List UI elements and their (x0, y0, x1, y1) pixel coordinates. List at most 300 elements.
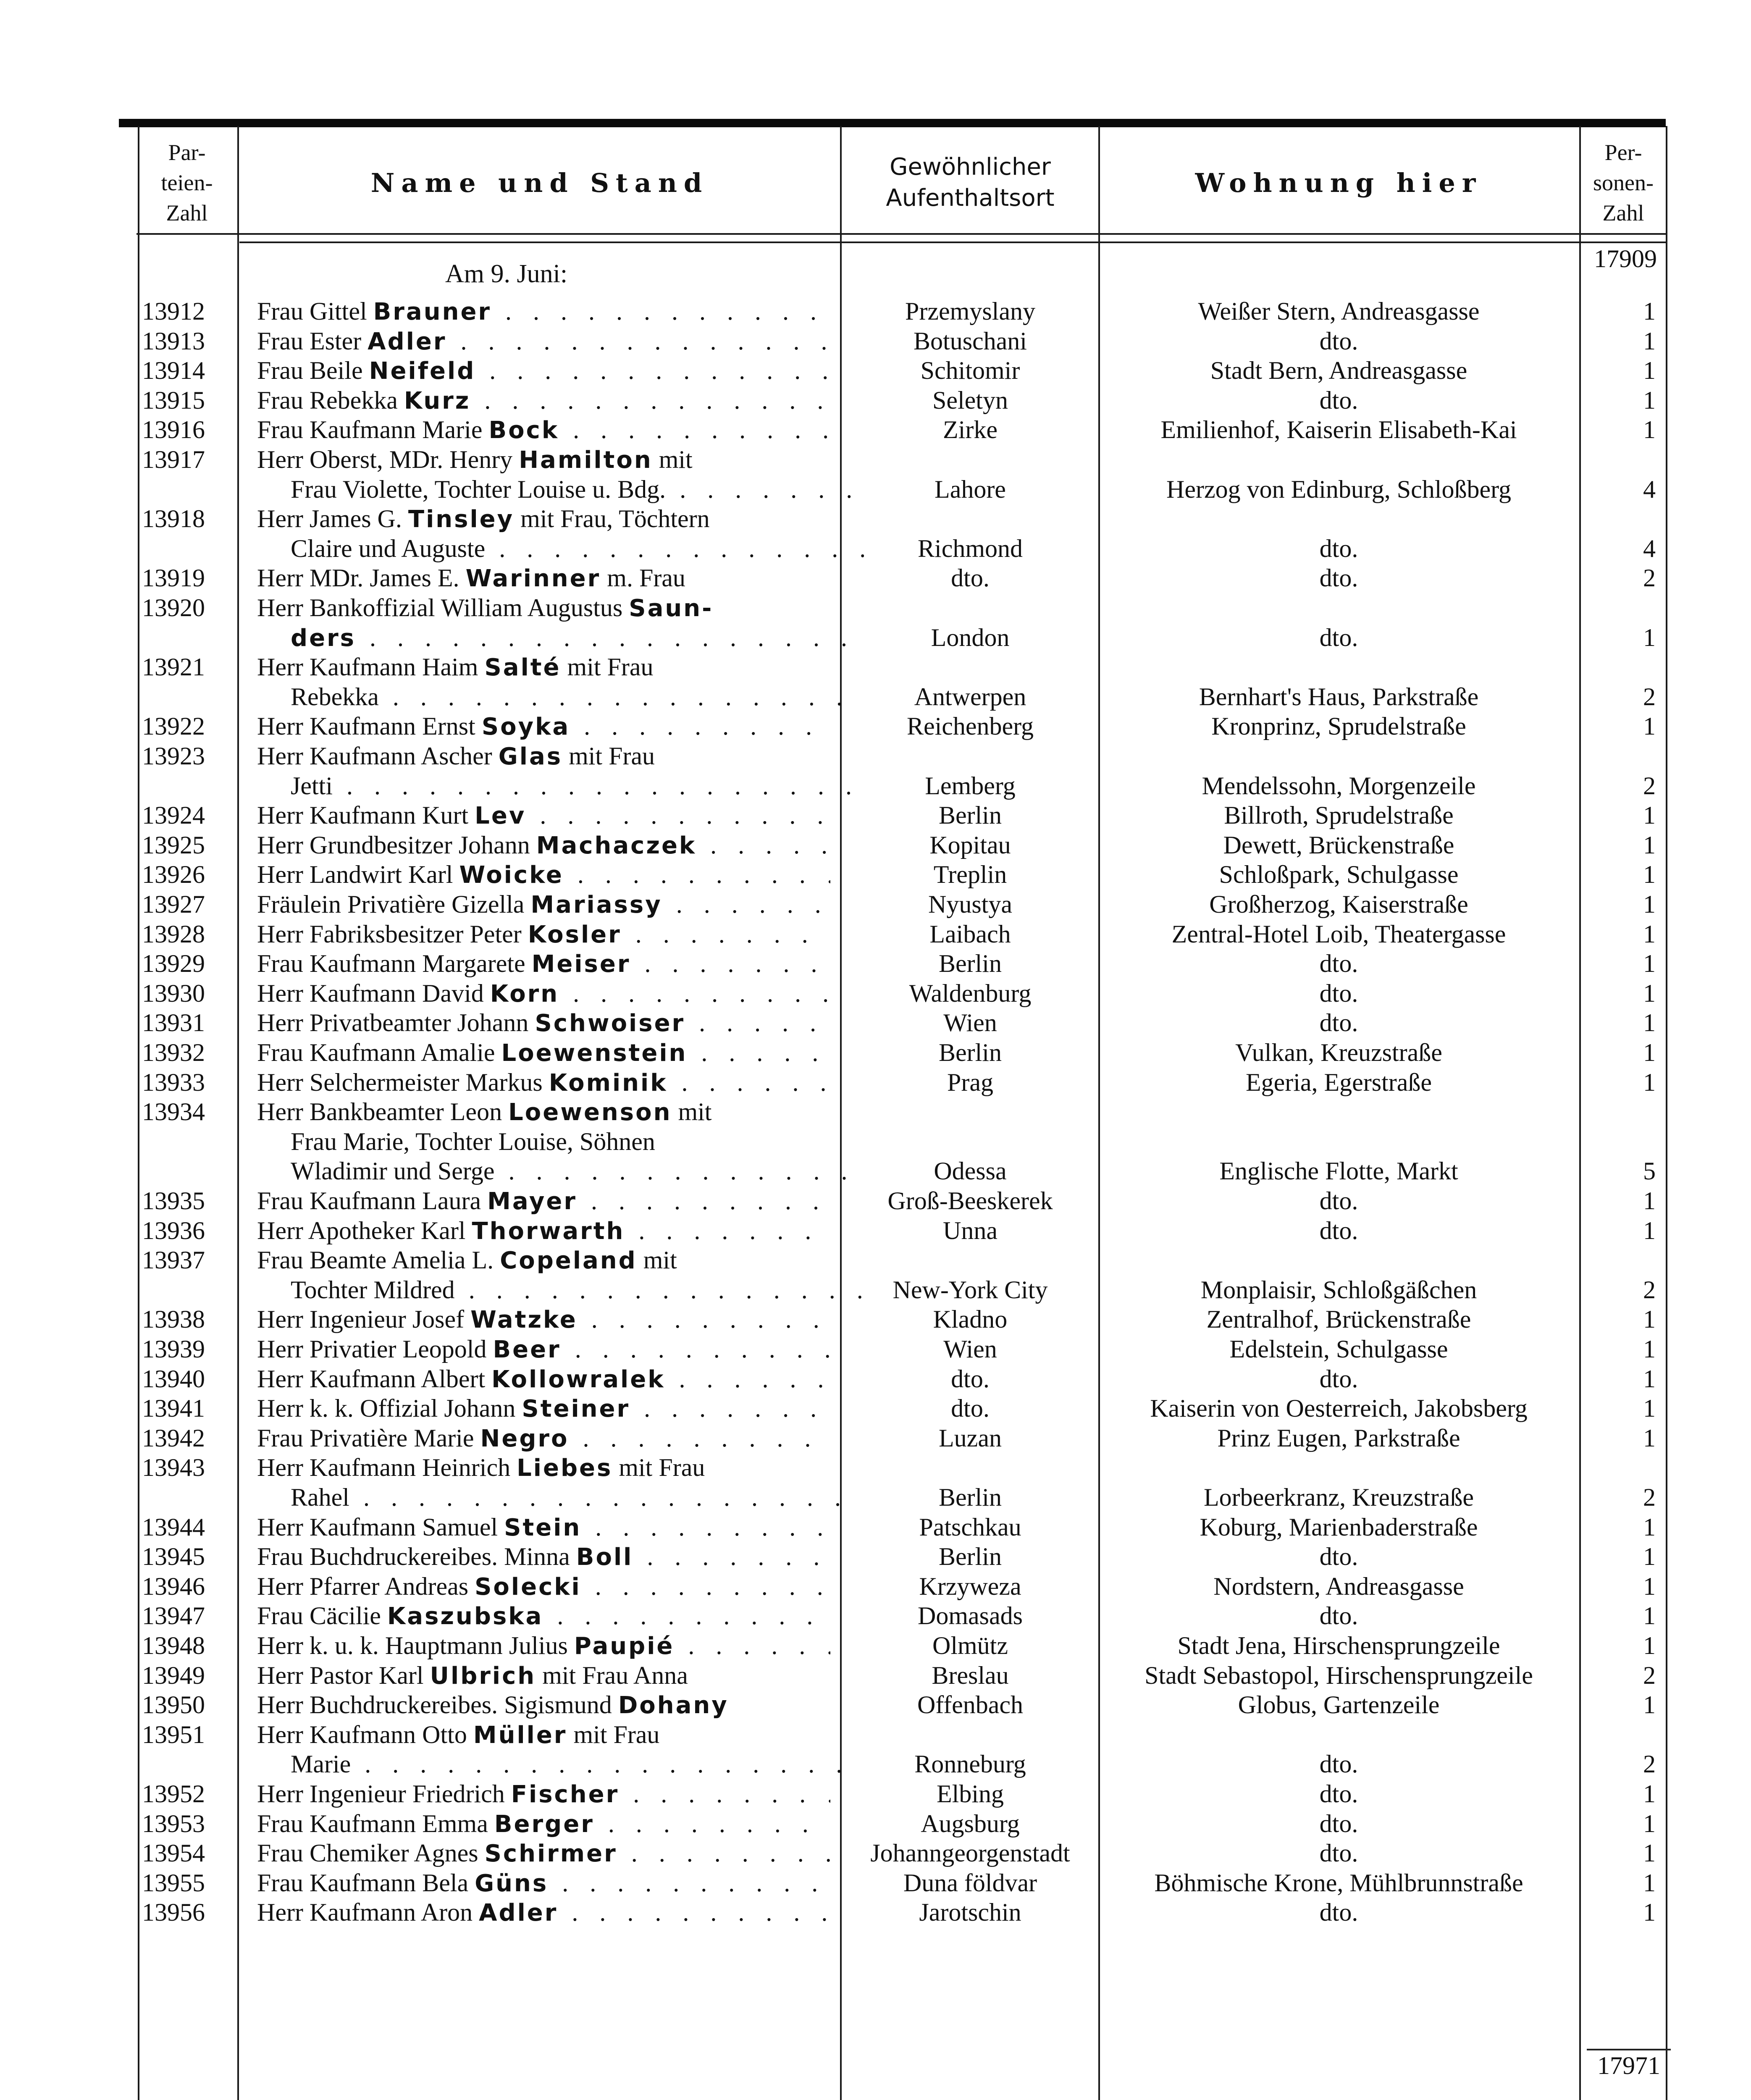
name-and-status (257, 1334, 830, 1365)
name-suffix: mit Frau (612, 1454, 705, 1481)
table-row (0, 1393, 1751, 1423)
table-row (0, 1364, 1751, 1394)
party-number: 13955 (142, 1869, 205, 1897)
table-row (0, 1156, 1751, 1186)
leader-dots (581, 1572, 830, 1600)
usual-residence: Krzyweza (919, 1572, 1021, 1600)
residence-here: dto. (1319, 1839, 1358, 1867)
table-row (0, 1660, 1751, 1690)
surname: Stein (504, 1514, 582, 1541)
person-count: 2 (1643, 683, 1656, 711)
person-count: 2 (1643, 564, 1656, 592)
name-text: Wladimir und Serge (291, 1157, 495, 1185)
leader-dots (617, 1839, 830, 1867)
name-and-status (257, 355, 830, 386)
table-row (0, 1541, 1751, 1572)
name-text: Herr Pfarrer Andreas (257, 1572, 475, 1600)
person-count: 1 (1643, 1780, 1656, 1808)
party-number: 13928 (142, 920, 205, 948)
leader-dots (581, 1513, 830, 1541)
name-text: Herr Bankoffizial William Augustus (257, 594, 629, 622)
name-and-status (257, 1215, 830, 1247)
name-and-status (257, 830, 830, 861)
name-text: Frau Beile (257, 357, 369, 384)
table-row (0, 800, 1751, 830)
leader-dots (696, 831, 830, 859)
usual-residence: Reichenberg (906, 712, 1034, 740)
table-row (0, 889, 1751, 919)
name-and-status (257, 1571, 830, 1602)
name-text: Rahel (291, 1483, 349, 1511)
name-and-status (257, 1660, 830, 1691)
name-and-status (257, 504, 830, 535)
party-number: 13933 (142, 1068, 205, 1096)
table-row (0, 1601, 1751, 1631)
name-and-status (257, 1482, 864, 1513)
usual-residence: Seletyn (932, 386, 1008, 414)
party-number: 13912 (142, 297, 205, 325)
table-row (0, 415, 1751, 445)
surname: Kominik (549, 1069, 668, 1097)
usual-residence: Richmond (918, 535, 1023, 562)
name-text: Herr Kaufmann David (257, 979, 490, 1007)
leader-dots (665, 1365, 830, 1393)
surname: ders (291, 625, 356, 652)
surname: Kurz (404, 387, 471, 415)
party-number: 13941 (142, 1394, 205, 1422)
usual-residence: Breslau (932, 1662, 1009, 1689)
surname: Kosler (528, 921, 622, 948)
person-count: 1 (1643, 1810, 1656, 1838)
surname: Brauner (373, 298, 492, 326)
surname: Neifeld (369, 357, 476, 385)
name-and-status (257, 1749, 864, 1780)
table-row (0, 741, 1751, 771)
table-row (0, 948, 1751, 979)
surname: Meiser (531, 950, 631, 978)
name-text: Frau Kaufmann Margarete (257, 950, 532, 977)
residence-here: dto. (1319, 1365, 1358, 1393)
header-bottom-rule (137, 233, 1667, 235)
person-count: 1 (1643, 1217, 1656, 1244)
surname: Schwoiser (535, 1010, 685, 1037)
person-count: 1 (1643, 1543, 1656, 1570)
surname: Kollowralek (491, 1366, 665, 1393)
surname: Soyka (481, 713, 570, 740)
person-count: 1 (1643, 1009, 1656, 1037)
usual-residence: Jarotschin (919, 1898, 1021, 1926)
person-count: 1 (1643, 1424, 1656, 1452)
person-count: 1 (1643, 1394, 1656, 1422)
name-text: Claire und Auguste (291, 535, 486, 562)
name-and-status (257, 1097, 830, 1128)
name-text: Frau Privatière Marie (257, 1424, 480, 1452)
name-text: Frau Violette, Tochter Louise u. Bdg. (291, 475, 666, 503)
name-text: Frau Kaufmann Bela (257, 1869, 475, 1897)
residence-here: Mendelssohn, Morgenzeile (1202, 772, 1476, 800)
table-row (0, 859, 1751, 890)
table-row (0, 1304, 1751, 1334)
name-text: Herr k. u. k. Hauptmann Julius (257, 1632, 574, 1659)
name-and-status (257, 1245, 830, 1276)
party-number: 13938 (142, 1305, 205, 1333)
name-text: Rebekka (291, 683, 379, 711)
person-count: 2 (1643, 1483, 1656, 1511)
residence-here: Schloßpark, Schulgasse (1219, 861, 1459, 888)
name-text: Frau Buchdruckereibes. Minna (257, 1543, 576, 1570)
surname: Hamilton (519, 446, 653, 474)
residence-here: Kaiserin von Oesterreich, Jakobsberg (1150, 1394, 1528, 1422)
surname: Copeland (500, 1247, 637, 1274)
residence-here: dto. (1319, 1750, 1358, 1778)
header-residence-here: Wohnung hier (1195, 167, 1483, 198)
person-count: 1 (1643, 297, 1656, 325)
usual-residence: Wien (943, 1009, 997, 1037)
table-row (0, 1126, 1751, 1157)
table-row (0, 1008, 1751, 1038)
usual-residence: Lemberg (925, 772, 1016, 800)
name-and-status (257, 415, 830, 446)
person-count: 1 (1643, 1839, 1656, 1867)
name-text: Frau Beamte Amelia L. (257, 1246, 500, 1274)
person-count: 2 (1643, 1750, 1656, 1778)
residence-here: Bernhart's Haus, Parkstraße (1199, 683, 1479, 711)
table-row (0, 1690, 1751, 1720)
table-row (0, 1275, 1751, 1305)
party-number: 13952 (142, 1780, 205, 1808)
person-count: 1 (1643, 1602, 1656, 1630)
residence-here: Großherzog, Kaiserstraße (1209, 890, 1468, 918)
table-row (0, 474, 1751, 504)
usual-residence: Berlin (939, 1039, 1002, 1066)
usual-residence: Nyustya (928, 890, 1012, 918)
usual-residence: Ronneburg (914, 1750, 1026, 1778)
residence-here: dto. (1319, 979, 1358, 1007)
surname: Boll (576, 1544, 633, 1571)
name-and-status (257, 741, 830, 772)
table-row (0, 1838, 1751, 1868)
residence-here: Vulkan, Kreuzstraße (1235, 1039, 1442, 1066)
name-and-status (257, 474, 864, 505)
table-row (0, 1245, 1751, 1275)
usual-residence: Odessa (934, 1157, 1007, 1185)
name-and-status (257, 889, 830, 920)
name-and-status (257, 771, 864, 802)
leader-dots (526, 801, 830, 829)
person-count: 1 (1643, 1691, 1656, 1719)
usual-residence: Olmütz (932, 1632, 1008, 1659)
leader-dots (633, 1543, 830, 1570)
usual-residence: Antwerpen (914, 683, 1026, 711)
usual-residence: Offenbach (917, 1691, 1024, 1719)
residence-here: Böhmische Krone, Mühlbrunnstraße (1154, 1869, 1523, 1897)
name-text: Herr Kaufmann Ascher (257, 742, 499, 770)
table-row (0, 1423, 1751, 1453)
person-count: 1 (1643, 1513, 1656, 1541)
surname: Lev (475, 802, 526, 830)
table-row (0, 296, 1751, 326)
name-and-status (257, 1304, 830, 1335)
person-count: 1 (1643, 979, 1656, 1007)
residence-here: Englische Flotte, Markt (1219, 1157, 1458, 1185)
header-usual-residence: Gewöhnlicher Aufenthaltsort (886, 153, 1055, 212)
name-and-status (257, 919, 830, 950)
name-text: Herr Kaufmann Aron (257, 1898, 479, 1926)
name-and-status (257, 948, 830, 979)
residence-here: Stadt Bern, Andreasgasse (1210, 357, 1467, 384)
residence-here: Monplaisir, Schloßgäßchen (1200, 1276, 1477, 1304)
leader-dots (570, 712, 830, 740)
person-count: 1 (1643, 1068, 1656, 1096)
person-count: 1 (1643, 1335, 1656, 1363)
party-number: 13926 (142, 861, 205, 888)
usual-residence: Johanngeorgenstadt (870, 1839, 1070, 1867)
name-text: Frau Kaufmann Emma (257, 1810, 494, 1838)
header-name-and-status: Name und Stand (370, 167, 709, 198)
person-count: 4 (1643, 535, 1656, 562)
party-number: 13943 (142, 1454, 205, 1481)
name-and-status (257, 326, 830, 357)
person-count: 1 (1643, 1898, 1656, 1926)
leader-dots (569, 1424, 830, 1452)
usual-residence: Groß-Beeskerek (887, 1187, 1053, 1215)
party-number: 13949 (142, 1662, 205, 1689)
party-number: 13932 (142, 1039, 205, 1066)
party-number: 13951 (142, 1721, 205, 1748)
usual-residence: Domasads (918, 1602, 1023, 1630)
party-number: 13929 (142, 950, 205, 977)
name-and-status (257, 1126, 864, 1158)
surname: Adler (479, 1899, 558, 1927)
usual-residence: Berlin (939, 1483, 1002, 1511)
person-count: 1 (1643, 1039, 1656, 1066)
party-number: 13945 (142, 1543, 205, 1570)
table-row (0, 593, 1751, 623)
usual-residence: Waldenburg (909, 979, 1032, 1007)
name-text: Herr James G. (257, 505, 408, 533)
person-count: 5 (1643, 1157, 1656, 1185)
leader-dots (687, 1039, 830, 1066)
residence-here: Globus, Gartenzeile (1238, 1691, 1440, 1719)
name-and-status (257, 1393, 830, 1424)
name-text: Herr Buchdruckereibes. Sigismund (257, 1691, 618, 1719)
name-text: Herr Ingenieur Josef (257, 1305, 471, 1333)
leader-dots (674, 1632, 830, 1659)
table-row (0, 1482, 1751, 1512)
party-number: 13925 (142, 831, 205, 859)
name-text: Herr Kaufmann Samuel (257, 1513, 504, 1541)
residence-here: dto. (1319, 1217, 1358, 1244)
residence-here: dto. (1319, 624, 1358, 651)
party-number: 13939 (142, 1335, 205, 1363)
surname: Beer (493, 1336, 561, 1363)
usual-residence: Unna (943, 1217, 998, 1244)
name-suffix: mit Frau (561, 653, 654, 681)
leader-dots (356, 624, 864, 651)
name-and-status (257, 652, 830, 683)
leader-dots (491, 297, 830, 325)
person-count: 1 (1643, 327, 1656, 355)
party-number: 13913 (142, 327, 205, 355)
surname: Machaczek (536, 832, 697, 859)
usual-residence: Schitomir (920, 357, 1020, 384)
residence-here: Herzog von Edinburg, Schloßberg (1166, 475, 1511, 503)
leader-dots (625, 1217, 830, 1244)
table-row (0, 1334, 1751, 1364)
party-number: 13942 (142, 1424, 205, 1452)
party-number: 13947 (142, 1602, 205, 1630)
name-and-status (257, 622, 864, 654)
usual-residence: Augsburg (921, 1810, 1020, 1838)
party-number: 13953 (142, 1810, 205, 1838)
name-and-status (257, 1156, 864, 1187)
name-and-status (257, 1067, 830, 1098)
table-row (0, 1630, 1751, 1661)
table-row (0, 830, 1751, 860)
residence-here: Stadt Sebastopol, Hirschensprungzeile (1145, 1662, 1533, 1689)
surname: Solecki (475, 1573, 581, 1601)
name-text: Herr MDr. James E. (257, 564, 466, 592)
name-and-status (257, 1423, 830, 1454)
usual-residence: dto. (951, 1394, 990, 1422)
table-row (0, 1779, 1751, 1809)
surname: Saun- (629, 595, 714, 622)
usual-residence: Berlin (939, 950, 1002, 977)
leader-dots (666, 475, 864, 503)
name-and-status (257, 1452, 830, 1483)
name-and-status (257, 1186, 830, 1217)
surname: Kaszubska (387, 1603, 543, 1630)
person-count: 1 (1643, 1572, 1656, 1600)
leader-dots (349, 1483, 864, 1511)
leader-dots (578, 1305, 830, 1333)
name-and-status (257, 1541, 830, 1572)
residence-here: dto. (1319, 1780, 1358, 1808)
leader-dots (667, 1068, 830, 1096)
name-and-status (257, 1690, 830, 1721)
party-number: 13956 (142, 1898, 205, 1926)
opening-total: 17909 (1594, 245, 1657, 273)
name-and-status (257, 1897, 830, 1928)
leader-dots (577, 1187, 830, 1215)
residence-here: Egeria, Egerstraße (1245, 1068, 1432, 1096)
name-suffix: mit Frau (562, 742, 655, 770)
surname: Thorwarth (472, 1218, 625, 1245)
person-count: 1 (1643, 1632, 1656, 1659)
leader-dots (631, 950, 831, 977)
name-and-status (257, 1868, 830, 1899)
leader-dots (543, 1602, 830, 1630)
usual-residence: Treplin (933, 861, 1007, 888)
residence-here: Billroth, Sprudelstraße (1224, 801, 1454, 829)
usual-residence: Zirke (943, 416, 998, 444)
leader-dots (622, 920, 830, 948)
leader-dots (494, 1157, 864, 1185)
residence-here: dto. (1319, 1810, 1358, 1838)
person-count: 1 (1643, 416, 1656, 444)
name-suffix: mit (672, 1098, 712, 1126)
residence-here: dto. (1319, 1187, 1358, 1215)
name-text: Herr Selchermeister Markus (257, 1068, 549, 1096)
name-text: Herr Kaufmann Ernst (257, 712, 482, 740)
person-count: 4 (1643, 475, 1656, 503)
header-party-number: Par- teien- Zahl (161, 140, 213, 226)
name-and-status (257, 1008, 830, 1039)
name-text: Herr Landwirt Karl (257, 861, 459, 888)
table-row (0, 622, 1751, 653)
person-count: 1 (1643, 831, 1656, 859)
leader-dots (475, 357, 830, 384)
table-row (0, 771, 1751, 801)
person-count: 1 (1643, 950, 1656, 977)
surname: Adler (368, 328, 447, 355)
surname: Warinner (465, 565, 601, 592)
name-text: Herr Kaufmann Kurt (257, 801, 475, 829)
name-text: Herr Kaufmann Haim (257, 653, 485, 681)
leader-dots (559, 416, 830, 444)
name-text: Frau Kaufmann Amalie (257, 1039, 501, 1066)
table-row (0, 1897, 1751, 1927)
party-number: 13946 (142, 1572, 205, 1600)
usual-residence: London (931, 624, 1010, 651)
date-heading: Am 9. Juni: (445, 260, 568, 288)
name-suffix: mit Frau, Töchtern (514, 505, 710, 533)
name-and-status (257, 1512, 830, 1543)
usual-residence: dto. (951, 564, 990, 592)
table-row (0, 1809, 1751, 1839)
name-and-status (257, 682, 864, 713)
leader-dots (455, 1276, 864, 1304)
name-text: Frau Cäcilie (257, 1602, 387, 1630)
usual-residence: Kladno (933, 1305, 1008, 1333)
party-number: 13944 (142, 1513, 205, 1541)
name-and-status (257, 1809, 830, 1840)
name-and-status (257, 444, 830, 475)
person-count: 1 (1643, 1305, 1656, 1333)
party-number: 13934 (142, 1098, 205, 1126)
name-and-status (257, 859, 830, 890)
person-count: 1 (1643, 1365, 1656, 1393)
person-count: 1 (1643, 1187, 1656, 1215)
table-row (0, 444, 1751, 475)
leader-dots (558, 1898, 830, 1926)
surname: Loewenson (508, 1099, 672, 1126)
residence-here: dto. (1319, 535, 1358, 562)
surname: Fischer (511, 1781, 620, 1808)
party-number: 13927 (142, 890, 205, 918)
party-number: 13924 (142, 801, 205, 829)
party-number: 13919 (142, 564, 205, 592)
name-and-status (257, 711, 830, 742)
leader-dots (685, 1009, 830, 1037)
residence-here: Lorbeerkranz, Kreuzstraße (1204, 1483, 1474, 1511)
person-count: 1 (1643, 357, 1656, 384)
residence-here: Edelstein, Schulgasse (1229, 1335, 1448, 1363)
name-text: Herr Pastor Karl (257, 1662, 430, 1689)
table-row (0, 326, 1751, 356)
residence-here: Kronprinz, Sprudelstraße (1211, 712, 1466, 740)
name-suffix: mit Frau (567, 1721, 660, 1748)
surname: Güns (475, 1870, 549, 1897)
name-text: Frau Gittel (257, 297, 373, 325)
residence-here: Emilienhof, Kaiserin Elisabeth-Kai (1160, 416, 1517, 444)
leader-dots (351, 1750, 864, 1778)
party-number: 13920 (142, 594, 205, 622)
name-text: Frau Ester (257, 327, 368, 355)
name-text: Herr Privatier Leopold (257, 1335, 493, 1363)
table-row (0, 385, 1751, 415)
surname: Schirmer (484, 1840, 617, 1867)
